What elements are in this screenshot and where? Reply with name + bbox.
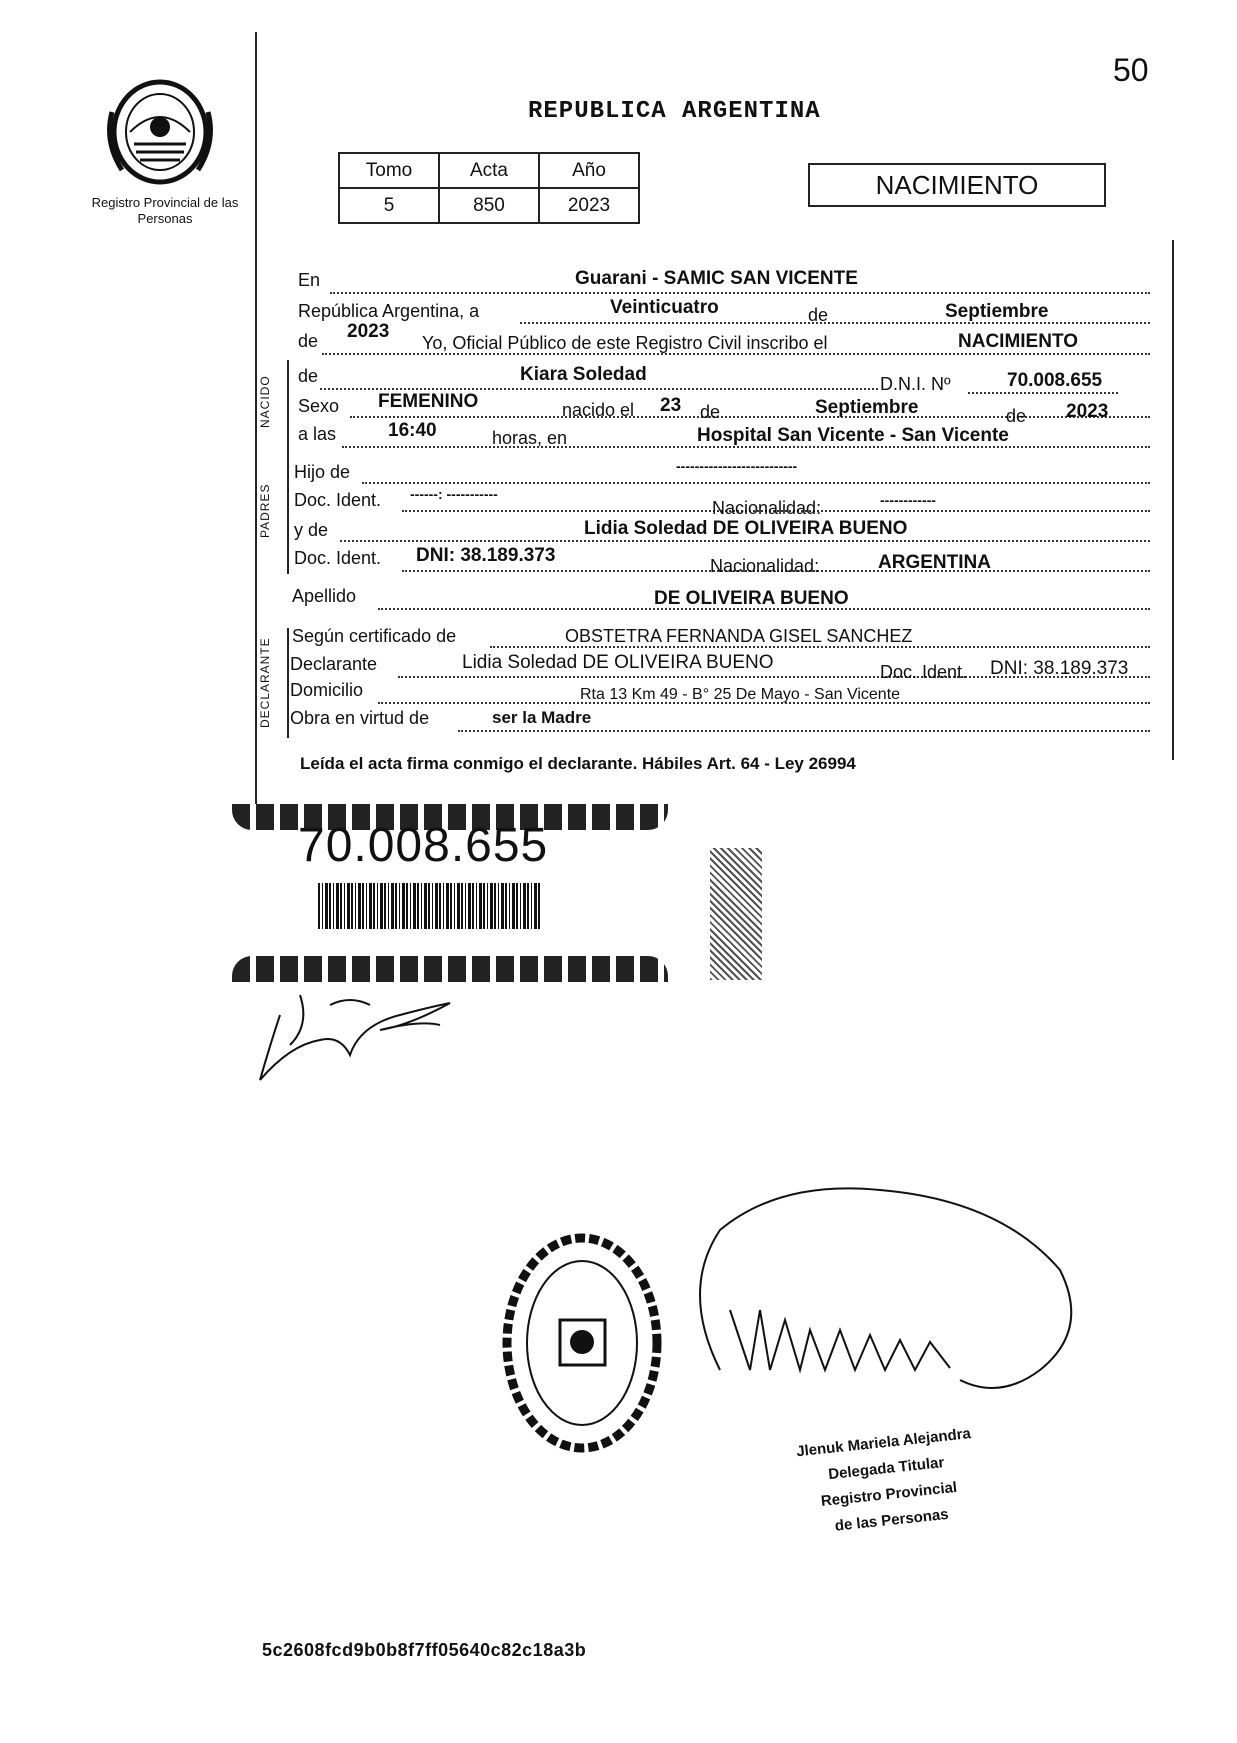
field-declarant-doc: DNI: 38.189.373 [990, 658, 1129, 679]
padres-bracket [287, 458, 289, 574]
security-pattern [710, 848, 762, 980]
left-margin-line [255, 32, 257, 810]
label-domicilio: Domicilio [290, 680, 364, 700]
right-margin-line [1172, 240, 1174, 760]
acta-tomo-value: 5 [339, 188, 439, 223]
field-name: Kiara Soledad [520, 364, 647, 385]
security-wave-bottom [232, 956, 668, 982]
field-birth-day: 23 [660, 395, 682, 416]
label-de: de [298, 366, 319, 386]
label-en: En [298, 270, 321, 290]
section-label-nacido: NACIDO [258, 375, 272, 428]
field-place: Guarani - SAMIC SAN VICENTE [575, 268, 858, 289]
label-a-las: a las [298, 424, 337, 444]
acta-header-acta: Acta [439, 153, 539, 188]
field-father: -------------------------- [676, 458, 798, 474]
label-doc-ident: Doc. Ident. [880, 662, 968, 682]
signer-title: Delegada Titular [827, 1454, 946, 1484]
field-mother-doc: DNI: 38.189.373 [416, 545, 556, 566]
label-hijo-de: Hijo de [294, 462, 351, 482]
label-y-de: y de [294, 520, 329, 540]
acta-year-value: 2023 [539, 188, 639, 223]
field-declarant: Lidia Soledad DE OLIVEIRA BUENO [462, 652, 774, 673]
security-number: 70.008.655 [298, 819, 549, 872]
field-birth-month: Septiembre [815, 397, 919, 418]
field-father-doc: ------: ----------- [410, 486, 498, 502]
field-mother-nationality: ARGENTINA [878, 552, 991, 573]
acta-header-tomo: Tomo [339, 153, 439, 188]
field-registration-year: 2023 [347, 321, 390, 342]
field-address: Rta 13 Km 49 - B° 25 De Mayo - San Vicente [580, 686, 901, 703]
label-de: de [808, 305, 829, 325]
label-doc-ident: Doc. Ident. [294, 490, 382, 510]
label-nacionalidad: Nacionalidad: [712, 498, 822, 518]
dotted-line [340, 540, 1150, 542]
field-surname: DE OLIVEIRA BUENO [654, 588, 849, 609]
label-yo-oficial: Yo, Oficial Público de este Registro Civil inscribo el [422, 333, 828, 353]
label-doc-ident: Doc. Ident. [294, 548, 382, 568]
dotted-line [350, 416, 1150, 418]
label-sexo: Sexo [298, 396, 340, 416]
field-father-nationality: ------------ [880, 492, 936, 508]
declarant-signature [250, 985, 460, 1095]
field-sex: FEMENINO [378, 391, 479, 412]
dotted-line [330, 292, 1150, 294]
document-hash: 5c2608fcd9b0b8f7ff05640c82c18a3b [262, 1640, 587, 1660]
official-stamp-text [795, 1421, 980, 1543]
field-birth-place: Hospital San Vicente - San Vicente [697, 425, 1009, 446]
section-label-padres: PADRES [258, 483, 272, 538]
dotted-line [362, 482, 1150, 484]
field-act-type: NACIMIENTO [958, 331, 1078, 352]
province-emblem [100, 72, 220, 192]
record-type-box: NACIMIENTO [808, 163, 1106, 207]
signer-name: Jlenuk Mariela Alejandra [795, 1425, 972, 1461]
official-seal [495, 1225, 670, 1460]
acta-number-value: 850 [439, 188, 539, 223]
legal-note: Leída el acta firma conmigo el declarante. Hábiles Art. 64 - Ley 26994 [300, 754, 856, 773]
acta-table [338, 152, 640, 224]
section-label-declarante: DECLARANTE [258, 637, 272, 728]
declarante-bracket [287, 628, 289, 738]
field-mother: Lidia Soledad DE OLIVEIRA BUENO [584, 518, 908, 539]
label-apellido: Apellido [292, 586, 357, 606]
label-horas-en: horas, en [492, 428, 568, 448]
field-birth-time: 16:40 [388, 420, 437, 441]
label-segun: Según certificado de [292, 626, 457, 646]
barcode [318, 883, 540, 929]
field-capacity: ser la Madre [492, 708, 592, 727]
page-number: 50 [1113, 52, 1149, 88]
label-nacido-el: nacido el [562, 400, 635, 420]
label-dni: D.N.I. Nº [880, 374, 951, 394]
official-signature [660, 1170, 1100, 1430]
signer-office-2: de las Personas [834, 1505, 950, 1535]
acta-header-anio: Año [539, 153, 639, 188]
field-registration-month: Septiembre [945, 301, 1049, 322]
label-de: de [298, 331, 319, 351]
registry-name: Registro Provincial de las Personas [91, 195, 239, 226]
label-de: de [700, 402, 721, 422]
dotted-line [458, 730, 1150, 732]
label-obra: Obra en virtud de [290, 708, 430, 728]
field-certificate-by: OBSTETRA FERNANDA GISEL SANCHEZ [565, 626, 913, 646]
label-de: de [1006, 406, 1027, 426]
field-registration-day: Veinticuatro [610, 297, 719, 318]
dotted-line [520, 322, 1150, 324]
document-title: REPUBLICA ARGENTINA [528, 98, 821, 125]
signer-office: Registro Provincial [820, 1478, 958, 1511]
field-birth-year: 2023 [1066, 401, 1109, 422]
nacido-bracket [287, 360, 289, 458]
dotted-line [968, 392, 1118, 394]
label-declarante: Declarante [290, 654, 378, 674]
label-nacionalidad: Nacionalidad: [710, 556, 820, 576]
dotted-line [320, 388, 878, 390]
label-republica: República Argentina, a [298, 301, 480, 321]
field-dni: 70.008.655 [1007, 370, 1103, 391]
